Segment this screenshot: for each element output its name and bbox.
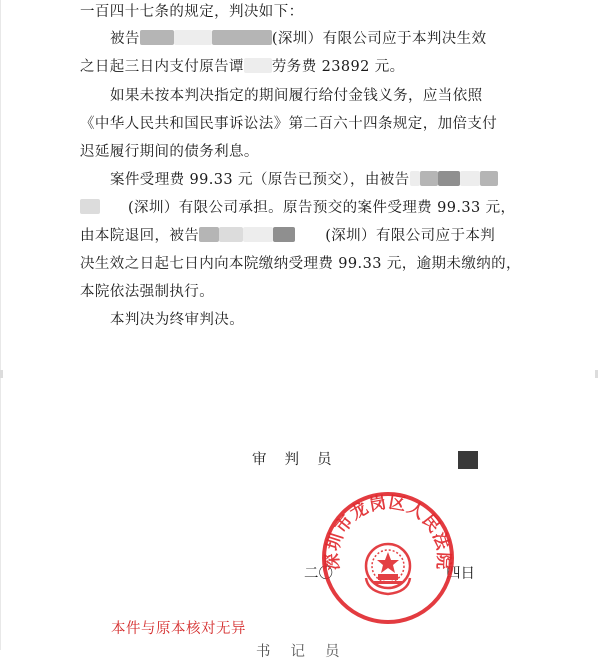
redacted-name (273, 227, 295, 242)
paragraph-text: 迟延履行期间的债务利息。 (80, 144, 259, 160)
paragraph-text: (深圳）有限公司应于本判 (325, 228, 496, 244)
verdict-paragraph-2-line-2 (80, 111, 522, 139)
verdict-paragraph-3-line-3 (80, 223, 522, 251)
company-clause: (深圳）有限公司应于本判决生效 (271, 31, 487, 47)
redacted-name (140, 30, 174, 45)
redacted-name (480, 171, 498, 186)
paragraph-text: 案件受理费 99.33 元（原告已预交），由被告 (110, 172, 410, 188)
page-edge-mark-left (0, 370, 3, 378)
redacted-name (460, 171, 480, 186)
date-start: 二〇 (304, 566, 333, 582)
paragraph-text: 《中华人民共和国民事诉讼法》第二百六十四条规定，加倍支付 (80, 116, 498, 132)
verdict-paragraph-3-line-4 (80, 251, 522, 279)
paragraph-text: 本判决为终审判决。 (110, 312, 245, 328)
judgment-intro-line (80, 0, 522, 27)
verdict-paragraph-1-line-2 (80, 54, 522, 82)
court-seal-stamp (318, 488, 458, 628)
redacted-name (438, 171, 460, 186)
paragraph-text: 如果未按本判决指定的期间履行给付金钱义务，应当依照 (110, 88, 483, 104)
certification-note: 本件与原本核对无异 (111, 621, 246, 637)
date-end: 四日 (446, 566, 475, 582)
redacted-name (80, 199, 100, 214)
verdict-paragraph-3-line-5 (80, 279, 522, 307)
redacted-name (199, 227, 219, 242)
redacted-name (410, 171, 420, 186)
paragraph-text: 决生效之日起七日内向本院缴纳受理费 99.33 元，逾期未缴纳的， (80, 256, 521, 272)
judge-name-redacted (458, 451, 478, 469)
judgment-intro-text: 一百四十七条的规定，判决如下： (80, 4, 304, 20)
judge-label: 审判员 (252, 452, 350, 468)
verdict-paragraph-3-line-2 (80, 195, 522, 223)
payment-amount: 劳务费 23892 元。 (271, 59, 405, 75)
verdict-paragraph-3-line-1 (80, 167, 552, 195)
verdict-paragraph-2-line-3 (80, 139, 522, 167)
redacted-name (420, 171, 438, 186)
page-edge (0, 0, 1, 650)
paragraph-text: (深圳）有限公司承担。原告预交的案件受理费 99.33 元， (128, 200, 516, 216)
redacted-name (219, 227, 243, 242)
defendant-label: 被告 (110, 31, 140, 47)
paragraph-text: 本院依法强制执行。 (80, 284, 215, 300)
payment-clause: 之日起三日内支付原告谭 (80, 59, 244, 75)
seal-text: 深圳市龙岗区人民法院 (322, 492, 454, 571)
paragraph-text: 由本院退回，被告 (80, 228, 200, 244)
verdict-paragraph-2-line-1 (80, 83, 552, 111)
final-judgment-line (80, 307, 552, 335)
redacted-name (244, 58, 272, 73)
verdict-paragraph-1-line-1 (80, 26, 552, 54)
redacted-name (174, 30, 212, 45)
clerk-label: 书记员 (256, 644, 360, 660)
national-emblem-icon (366, 544, 410, 594)
redacted-name (243, 227, 273, 242)
redacted-name (212, 30, 272, 45)
